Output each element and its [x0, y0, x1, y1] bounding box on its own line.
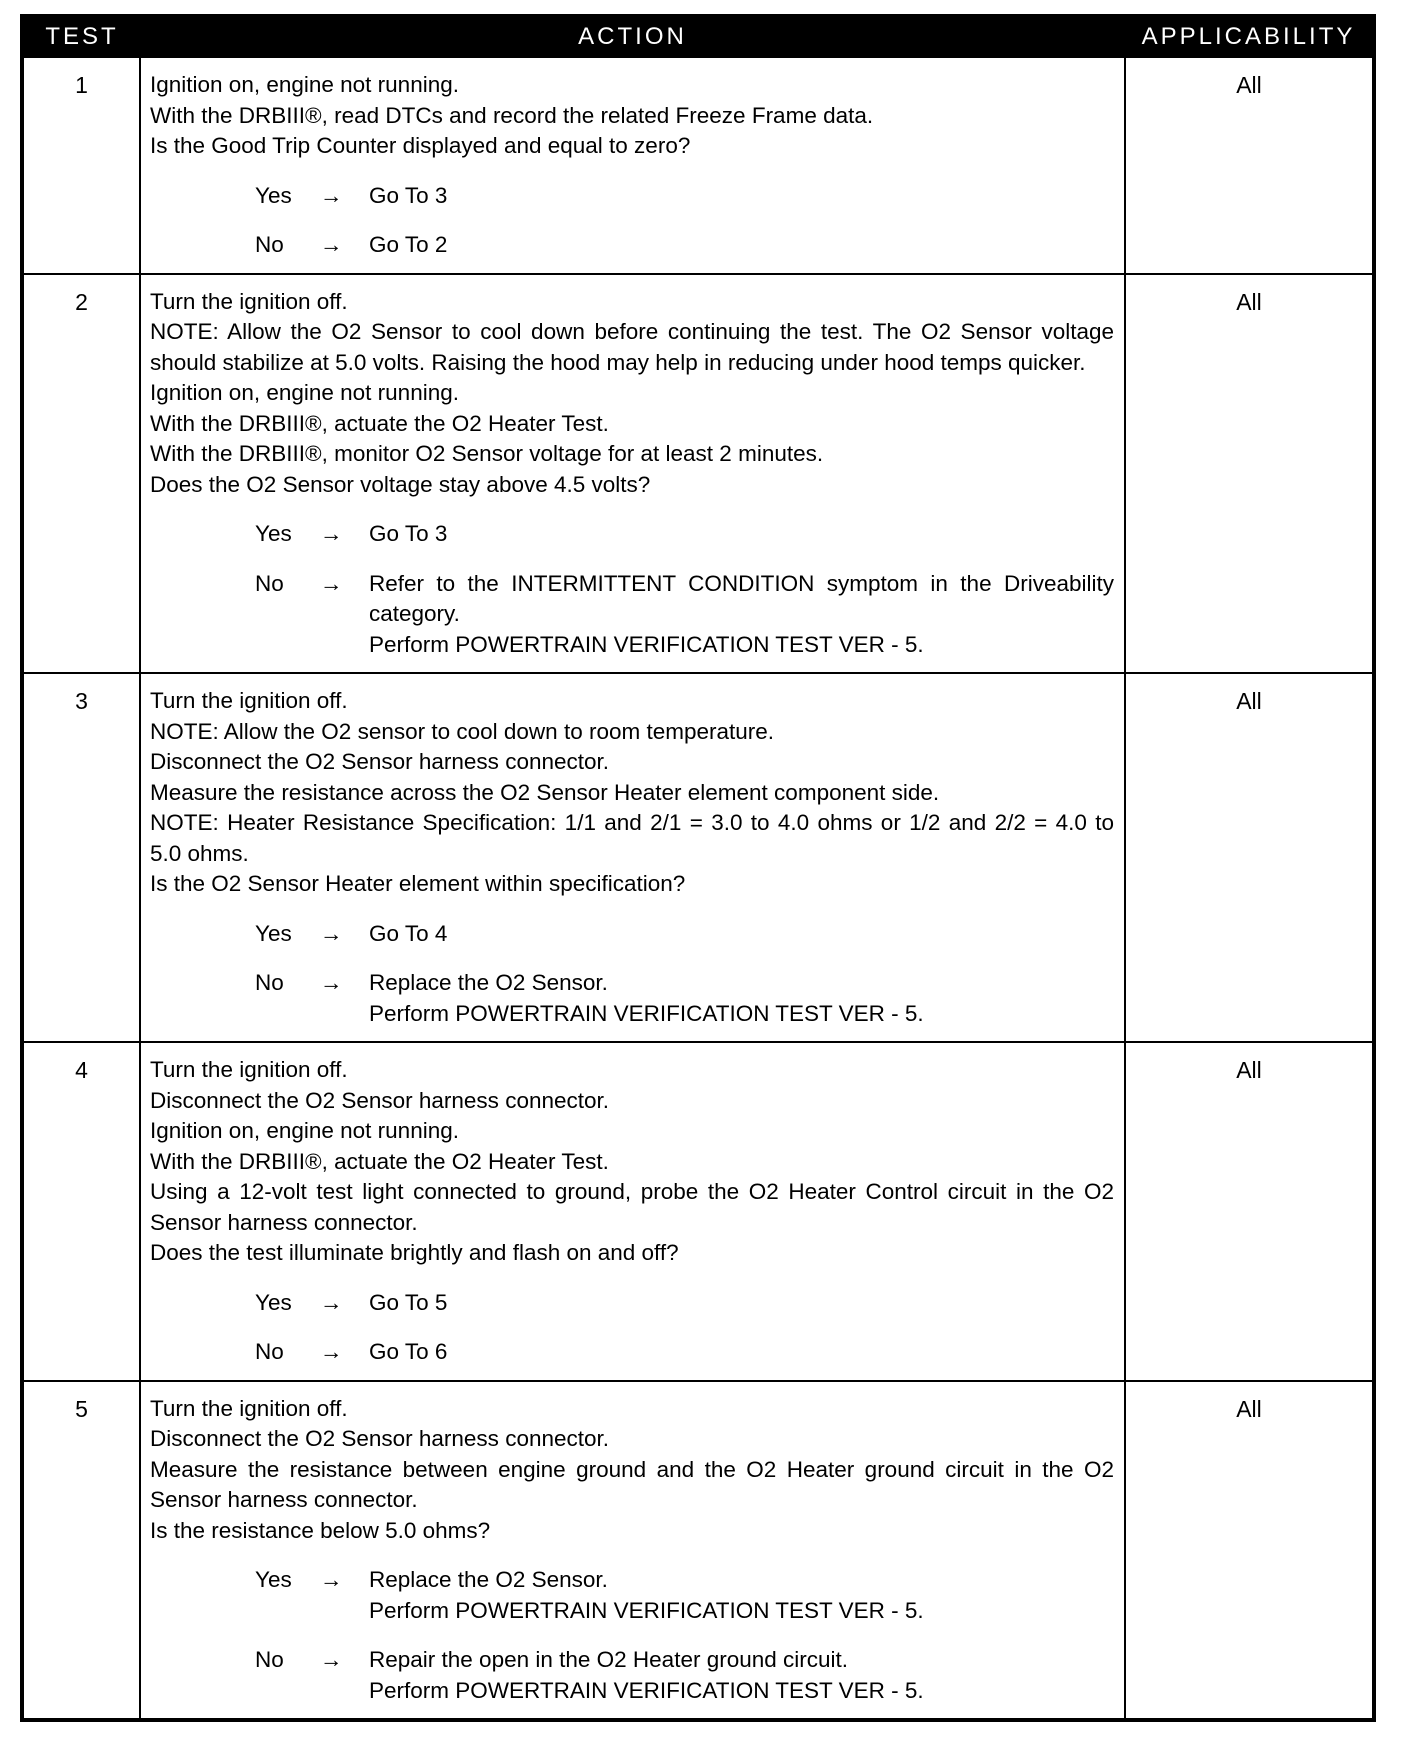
test-number: 3 [22, 673, 140, 1042]
header-applicability: APPLICABILITY [1125, 16, 1374, 57]
answer-list [150, 181, 1114, 263]
arrow-right-icon: → [320, 232, 343, 257]
answer-result [369, 230, 1114, 261]
answer-list [150, 1565, 1114, 1708]
action-step: Turn the ignition off. [150, 288, 348, 314]
action-cell [140, 1381, 1125, 1721]
answer-result [369, 1565, 1114, 1626]
action-step: With the DRBIII®, actuate the O2 Heater Test. [150, 410, 609, 436]
answer-result-line: Refer to the INTERMITTENT CONDITION symptom in the Driveability category. [369, 570, 1114, 626]
action-step: NOTE: Heater Resistance Specification: 1/1 and 2/1 = 3.0 to 4.0 ohms or 1/2 and 2/2 = 4.0 to 5.0 ohms. [150, 810, 1114, 866]
arrow-right-icon: → [320, 570, 343, 596]
answer-result [369, 919, 1114, 950]
answer-result [369, 569, 1114, 661]
diagnostic-test-table [20, 14, 1376, 1722]
action-step: Disconnect the O2 Sensor harness connector. [150, 1087, 610, 1113]
answer-no [150, 1645, 1114, 1706]
answer-result-line: Replace the O2 Sensor. [369, 970, 608, 995]
answer-label: Yes [255, 1567, 292, 1592]
test-number: 4 [22, 1042, 140, 1381]
action-step: Ignition on, engine not running. [150, 380, 459, 405]
arrow-right-icon: → [320, 182, 343, 208]
action-step: Does the test illuminate brightly and flash on and off? [150, 1240, 679, 1265]
action-step: NOTE: Allow the O2 Sensor to cool down before continuing the test. The O2 Sensor voltage should stabilize at 5.0 volts. Raising the hood may help in reducing under hood temps quicker. [150, 319, 1114, 375]
answer-yes [150, 519, 1114, 550]
action-step: Disconnect the O2 Sensor harness connector. [150, 1426, 610, 1451]
action-step: Does the O2 Sensor voltage stay above 4.5 volts? [150, 471, 651, 497]
action-step: Measure the resistance across the O2 Sensor Heater element component side. [150, 779, 940, 805]
action-step: Ignition on, engine not running. [150, 1118, 459, 1143]
action-step: With the DRBIII®, read DTCs and record the related Freeze Frame data. [150, 102, 874, 128]
table-row [22, 1042, 1374, 1381]
applicability-value: All [1125, 274, 1374, 674]
answer-list [150, 1288, 1114, 1370]
action-step: Turn the ignition off. [150, 688, 348, 713]
answer-result-line: Go To 3 [369, 521, 448, 546]
answer-yes [150, 181, 1114, 212]
applicability-value: All [1125, 1381, 1374, 1721]
table-row [22, 57, 1374, 274]
arrow-right-icon: → [320, 970, 343, 995]
test-number: 2 [22, 274, 140, 674]
answer-result [369, 181, 1114, 212]
answer-yes [150, 919, 1114, 950]
table-header-row [22, 16, 1374, 57]
answer-result-line: Go To 5 [369, 1289, 448, 1315]
applicability-value: All [1125, 1042, 1374, 1381]
table-row [22, 1381, 1374, 1721]
answer-label: No [255, 570, 284, 596]
action-cell [140, 57, 1125, 274]
answer-result-line: Replace the O2 Sensor. [369, 1567, 608, 1592]
answer-label: Yes [255, 521, 292, 546]
arrow-right-icon: → [320, 1339, 343, 1364]
answer-list [150, 919, 1114, 1032]
answer-result-line: Perform POWERTRAIN VERIFICATION TEST VER - 5. [369, 1000, 924, 1026]
action-cell [140, 274, 1125, 674]
answer-yes [150, 1288, 1114, 1319]
action-step: Is the O2 Sensor Heater element within specification? [150, 871, 686, 896]
table-body [22, 57, 1374, 1720]
action-cell [140, 1042, 1125, 1381]
answer-yes [150, 1565, 1114, 1626]
arrow-right-icon: → [320, 1289, 343, 1315]
action-step: Is the resistance below 5.0 ohms? [150, 1517, 491, 1543]
answer-result-line: Perform POWERTRAIN VERIFICATION TEST VER - 5. [369, 631, 924, 657]
test-number: 5 [22, 1381, 140, 1721]
answer-no [150, 230, 1114, 261]
arrow-right-icon: → [320, 920, 343, 946]
arrow-right-icon: → [320, 521, 343, 546]
action-step: Ignition on, engine not running. [150, 72, 459, 97]
answer-result-line: Go To 3 [369, 182, 448, 208]
answer-result-line: Go To 6 [369, 1339, 448, 1364]
action-cell [140, 673, 1125, 1042]
action-step: Turn the ignition off. [150, 1395, 348, 1421]
action-step: Measure the resistance between engine ground and the O2 Heater ground circuit in the O2 Sensor harness connector. [150, 1456, 1114, 1512]
answer-label: No [255, 232, 284, 257]
answer-no [150, 968, 1114, 1029]
answer-no [150, 1337, 1114, 1368]
table-row [22, 673, 1374, 1042]
answer-result [369, 1337, 1114, 1368]
table-row [22, 274, 1374, 674]
answer-result [369, 1288, 1114, 1319]
action-step: Disconnect the O2 Sensor harness connector. [150, 749, 610, 774]
answer-no [150, 569, 1114, 661]
applicability-value: All [1125, 57, 1374, 274]
answer-result [369, 519, 1114, 550]
header-action: ACTION [140, 16, 1125, 57]
answer-result-line: Repair the open in the O2 Heater ground circuit. [369, 1647, 849, 1672]
answer-result-line: Perform POWERTRAIN VERIFICATION TEST VER - 5. [369, 1677, 924, 1703]
action-step: NOTE: Allow the O2 sensor to cool down to room temperature. [150, 718, 775, 744]
arrow-right-icon: → [320, 1567, 343, 1592]
action-step: Turn the ignition off. [150, 1057, 348, 1082]
action-step: Is the Good Trip Counter displayed and equal to zero? [150, 133, 691, 158]
test-number: 1 [22, 57, 140, 274]
header-test: TEST [22, 16, 140, 57]
answer-result [369, 968, 1114, 1029]
answer-label: No [255, 1339, 284, 1364]
answer-label: No [255, 970, 284, 995]
action-step: With the DRBIII®, monitor O2 Sensor voltage for at least 2 minutes. [150, 441, 824, 466]
answer-result-line: Perform POWERTRAIN VERIFICATION TEST VER - 5. [369, 1597, 924, 1623]
answer-label: Yes [255, 182, 292, 208]
answer-list [150, 519, 1114, 662]
answer-result-line: Go To 4 [369, 920, 448, 946]
answer-label: Yes [255, 920, 292, 946]
applicability-value: All [1125, 673, 1374, 1042]
arrow-right-icon: → [320, 1647, 343, 1672]
action-step: Using a 12-volt test light connected to ground, probe the O2 Heater Control circuit in the O2 Sensor harness connector. [150, 1179, 1114, 1235]
action-step: With the DRBIII®, actuate the O2 Heater Test. [150, 1148, 609, 1174]
answer-label: No [255, 1647, 284, 1672]
answer-label: Yes [255, 1289, 292, 1315]
answer-result [369, 1645, 1114, 1706]
answer-result-line: Go To 2 [369, 232, 448, 257]
